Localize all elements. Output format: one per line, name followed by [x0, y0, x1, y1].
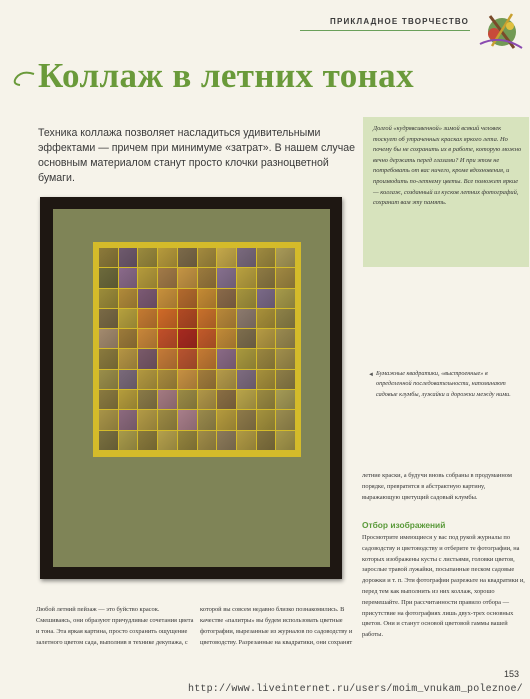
collage-tile — [198, 370, 217, 389]
collage-tile — [178, 329, 197, 348]
collage-tile — [158, 431, 177, 450]
decorative-swirl-icon — [10, 68, 36, 88]
collage-tile — [198, 309, 217, 328]
page-number: 153 — [504, 669, 520, 679]
collage-tile — [178, 390, 197, 409]
collage-tile — [237, 431, 256, 450]
collage-tile — [217, 431, 236, 450]
collage-tile — [198, 410, 217, 429]
collage-tile — [158, 349, 177, 368]
collage-tile — [119, 410, 138, 429]
collage-tile — [119, 370, 138, 389]
section-subheading: Отбор изображений — [362, 520, 446, 530]
collage-tile — [276, 431, 295, 450]
collage-tile — [198, 349, 217, 368]
collage-tile — [257, 248, 276, 267]
collage-tile — [178, 370, 197, 389]
collage-tile — [276, 248, 295, 267]
collage-tile — [178, 248, 197, 267]
collage-tile — [198, 268, 217, 287]
collage-tile — [276, 370, 295, 389]
body-column-2: которой вы совсем недавно близко познакомились. В качестве «палитры» вы будем использовать цветные фотографии, вырезанные из журналов по садоводству и цветоводству. Разрезанные на квадратики, они сохранят — [200, 606, 353, 646]
collage-tile — [119, 248, 138, 267]
collage-tile — [217, 410, 236, 429]
collage-tile — [99, 370, 118, 389]
collage-tile — [178, 289, 197, 308]
collage-tile — [217, 248, 236, 267]
collage-tile — [99, 309, 118, 328]
collage-tile — [257, 309, 276, 328]
collage-tile — [99, 329, 118, 348]
collage-tile — [237, 390, 256, 409]
header-rule — [300, 30, 470, 31]
article-title: Коллаж в летних тонах — [38, 56, 414, 95]
collage-tile — [276, 390, 295, 409]
collage-tile — [257, 431, 276, 450]
collage-tile — [198, 248, 217, 267]
collage-tile — [158, 370, 177, 389]
caption-arrow-icon: ◄ — [368, 372, 374, 378]
collage-tile — [99, 431, 118, 450]
collage-tile — [119, 268, 138, 287]
collage-tile — [158, 309, 177, 328]
collage-tile — [276, 309, 295, 328]
collage-tile — [99, 289, 118, 308]
collage-tile — [217, 329, 236, 348]
collage-tile — [237, 309, 256, 328]
collage-tile — [217, 309, 236, 328]
collage-tile — [138, 431, 157, 450]
collage-tile — [119, 349, 138, 368]
collage-tile — [237, 410, 256, 429]
craft-tools-icon — [470, 4, 530, 56]
collage-tile — [178, 349, 197, 368]
collage-tile — [138, 268, 157, 287]
collage-tile — [119, 390, 138, 409]
collage-tile — [119, 431, 138, 450]
collage-tile — [198, 431, 217, 450]
collage-tile — [158, 410, 177, 429]
collage-tile — [217, 370, 236, 389]
collage-tile — [257, 268, 276, 287]
collage-tile — [257, 289, 276, 308]
collage-tile — [138, 329, 157, 348]
photo-caption: Бумажные квадратики, «выстроенные» в определенной последовательности, напоминают садовые клумбы, лужайки и дорожки между ними. — [376, 370, 511, 398]
collage-tile — [138, 309, 157, 328]
collage-tile — [217, 268, 236, 287]
collage-tile — [237, 349, 256, 368]
right-column-text: Просмотрите имеющиеся у вас под рукой журналы по садоводству и цветоводству и отберите те фотографии, на которых изображены кусты с листьями, головки цветов, зарослые травой лужайки, посыпанные песком садовые дорожки и т. п. Эти фотографии разрежьте на квадратики и, перед тем как выполнить из них коллаж, хорошо перемешайте. При рассчитанности правило отбора — присутствие на фотографиях лишь двух-трех основных цветов. Они и станут основой цветовой гаммы вашей работы. — [362, 534, 525, 639]
source-url-watermark[interactable]: http://www.liveinternet.ru/users/moim_vnukam_poleznoe/ — [188, 684, 523, 695]
collage-tile — [158, 248, 177, 267]
collage-tile — [276, 410, 295, 429]
collage-tile — [237, 268, 256, 287]
section-label: ПРИКЛАДНОЕ ТВОРЧЕСТВО — [330, 17, 470, 26]
collage-tile — [178, 410, 197, 429]
collage-tile — [178, 431, 197, 450]
collage-grid — [99, 248, 295, 450]
collage-tile — [198, 289, 217, 308]
collage-tile — [99, 349, 118, 368]
collage-tile — [257, 410, 276, 429]
collage-tile — [99, 268, 118, 287]
collage-tile — [276, 349, 295, 368]
collage-tile — [217, 390, 236, 409]
collage-tile — [178, 309, 197, 328]
collage-tile — [99, 390, 118, 409]
collage-tile — [138, 390, 157, 409]
collage-tile — [119, 309, 138, 328]
collage-tile — [276, 329, 295, 348]
collage-tile — [237, 370, 256, 389]
collage-tile — [119, 289, 138, 308]
collage-tile — [138, 248, 157, 267]
collage-tile — [257, 349, 276, 368]
sidebar-text: Долгой «кудрявсивенной» зимой всякий человек тоскует об утраченных красках яркого лета. Но почему бы не сохранить их в работе, которую можно вечно держать перед глазами? И при этом не потребовать от вас ничего, кроме вдохновения, и производить по-летнему цветы. Все поможет яркие — коллаж, созданный из кусков летних фотографий, сохранит вам эту память. — [373, 125, 522, 207]
collage-tile — [158, 390, 177, 409]
collage-tile — [276, 289, 295, 308]
collage-tile — [237, 329, 256, 348]
collage-tile — [99, 248, 118, 267]
intro-paragraph: Техника коллажа позволяет насладиться удивительными эффектами — причем при минимуме «затрат». В нашем случае основным материалом станут просто клочки разноцветной бумаги. — [38, 127, 356, 184]
collage-tile — [237, 248, 256, 267]
collage-tile — [276, 268, 295, 287]
collage-tile — [257, 329, 276, 348]
collage-tile — [119, 329, 138, 348]
collage-tile — [138, 349, 157, 368]
collage-tile — [217, 289, 236, 308]
collage-tile — [217, 349, 236, 368]
collage-tile — [257, 370, 276, 389]
collage-tile — [158, 268, 177, 287]
collage-tile — [237, 289, 256, 308]
collage-tile — [178, 268, 197, 287]
collage-tile — [198, 329, 217, 348]
right-column-text-top: летние краски, а будучи вновь собраны в продуманном порядке, превратятся в абстрактную картину, выражающую цветущий садовый клумбы. — [362, 472, 512, 501]
collage-tile — [138, 289, 157, 308]
collage-tile — [138, 370, 157, 389]
body-column-1: Любой летний пейзаж — это буйство красок. Смешиваясь, они образуют причудливые сочетания цвета и тона. Эта яркая картина, просто сохранить ощущение залетного цветом сада, выполнив в технике декупажа, с — [36, 606, 194, 646]
collage-tile — [99, 410, 118, 429]
collage-tile — [158, 289, 177, 308]
collage-tile — [198, 390, 217, 409]
collage-tile — [138, 410, 157, 429]
collage-tile — [257, 390, 276, 409]
collage-tile — [158, 329, 177, 348]
